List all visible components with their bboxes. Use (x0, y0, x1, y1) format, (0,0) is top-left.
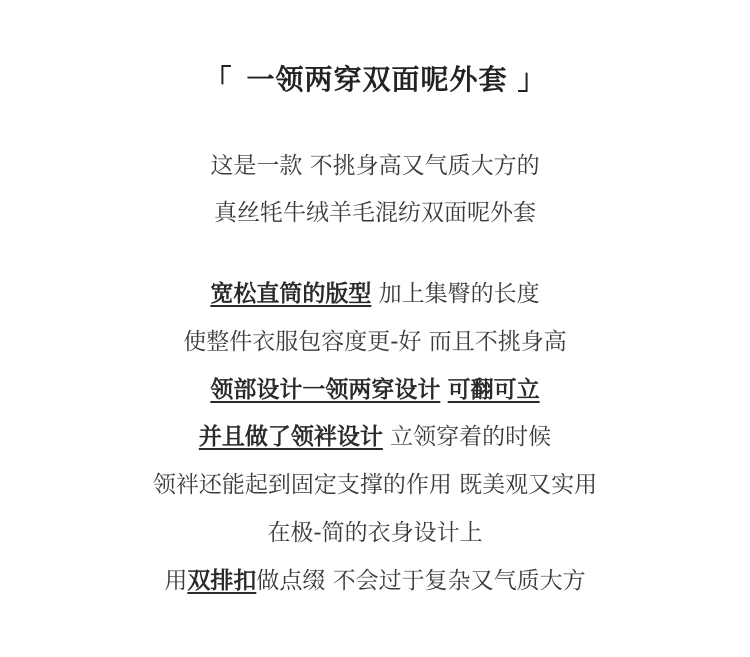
highlight-collar-design: 领部设计一领两穿设计 (210, 377, 441, 403)
detail-line-3 (0, 375, 750, 405)
detail-line-2: 使整件衣服包容度更-好 而且不挑身高 (183, 329, 567, 355)
intro-line-2: 真丝牦牛绒羊毛混纺双面呢外套 (214, 200, 536, 226)
detail-line-3-sep (440, 377, 447, 403)
detail-line-1-rest: 加上集臀的长度 (371, 281, 540, 307)
detail-line-5: 领袢还能起到固定支撑的作用 既美观又实用 (152, 472, 598, 498)
title-close-bracket: 」 (517, 63, 547, 96)
detail-line-1 (0, 279, 750, 309)
intro-line-1: 这是一款 不挑身高又气质大方的 (210, 153, 540, 179)
highlight-double-breasted: 双排扣 (187, 568, 257, 594)
title-open-bracket: 「 (203, 63, 233, 96)
title-text: 一领两穿双面呢外套 (246, 63, 508, 96)
page-title (0, 58, 750, 98)
highlight-loose-fit: 宽松直筒的版型 (210, 281, 372, 307)
highlight-collar-tab: 并且做了领袢设计 (198, 424, 383, 450)
detail-line-7 (0, 566, 750, 596)
detail-line-7-pre: 用 (164, 568, 188, 594)
detail-line-4-rest: 立领穿着的时候 (382, 424, 552, 450)
detail-line-4 (0, 422, 750, 452)
detail-line-6: 在极-简的衣身设计上 (267, 520, 483, 546)
highlight-flip-stand: 可翻可立 (447, 377, 540, 403)
detail-line-7-rest: 做点缀 不会过于复杂又气质大方 (256, 568, 586, 594)
